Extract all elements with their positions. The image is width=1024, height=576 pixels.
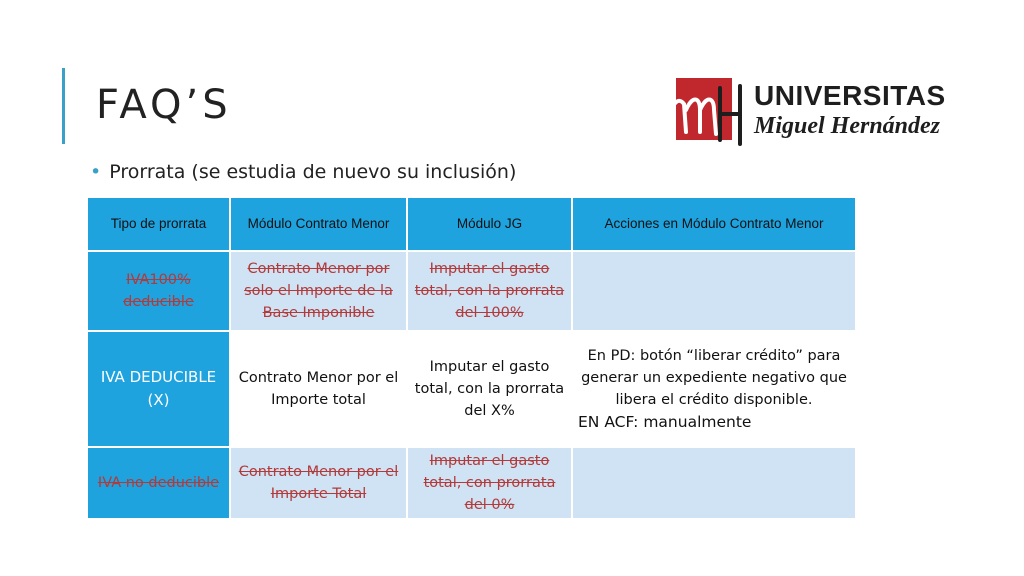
cell-jg: Imputar el gasto total, con la prorrata del 100% xyxy=(407,251,572,331)
cell-type: IVA DEDUCIBLE (X) xyxy=(87,331,230,447)
cell-type: IVA no deducible xyxy=(87,447,230,519)
table-row xyxy=(87,251,856,331)
cell-type: IVA100% deducible xyxy=(87,251,230,331)
table-header-row xyxy=(87,197,856,251)
logo-text-miguel-hernandez: Miguel Hernández xyxy=(754,113,941,139)
cell-contrato: Contrato Menor por el Importe total xyxy=(230,331,407,447)
logo-text-universitas: UNIVERSITAS xyxy=(754,80,946,111)
cell-contrato: Contrato Menor por el Importe Total xyxy=(230,447,407,519)
title-accent-bar xyxy=(62,68,65,144)
acciones-text: En PD: botón “liberar crédito” para generar un expediente negativo que libera el crédito disponible. xyxy=(581,348,847,408)
cell-acciones xyxy=(572,447,856,519)
cell-acciones xyxy=(572,331,856,447)
university-logo xyxy=(662,74,946,148)
cell-contrato: Contrato Menor por solo el Importe de la Base Imponible xyxy=(230,251,407,331)
table-row xyxy=(87,447,856,519)
header-tipo-prorrata: Tipo de prorrata xyxy=(87,197,230,251)
header-modulo-contrato-menor: Módulo Contrato Menor xyxy=(230,197,407,251)
bullet-dot-icon: • xyxy=(90,161,102,183)
header-acciones: Acciones en Módulo Contrato Menor xyxy=(572,197,856,251)
bullet-text: Prorrata (se estudia de nuevo su inclusión) xyxy=(109,161,517,183)
table-row xyxy=(87,331,856,447)
cell-jg: Imputar el gasto total, con prorrata del 0% xyxy=(407,447,572,519)
umh-monogram-icon xyxy=(662,74,746,148)
bullet-point xyxy=(90,161,516,183)
acciones-acf-text: EN ACF: manualmente xyxy=(578,413,752,431)
slide-title: FAQ’S xyxy=(96,82,232,128)
header-modulo-jg: Módulo JG xyxy=(407,197,572,251)
cell-jg: Imputar el gasto total, con la prorrata del X% xyxy=(407,331,572,447)
prorrata-table xyxy=(86,196,857,520)
cell-acciones xyxy=(572,251,856,331)
